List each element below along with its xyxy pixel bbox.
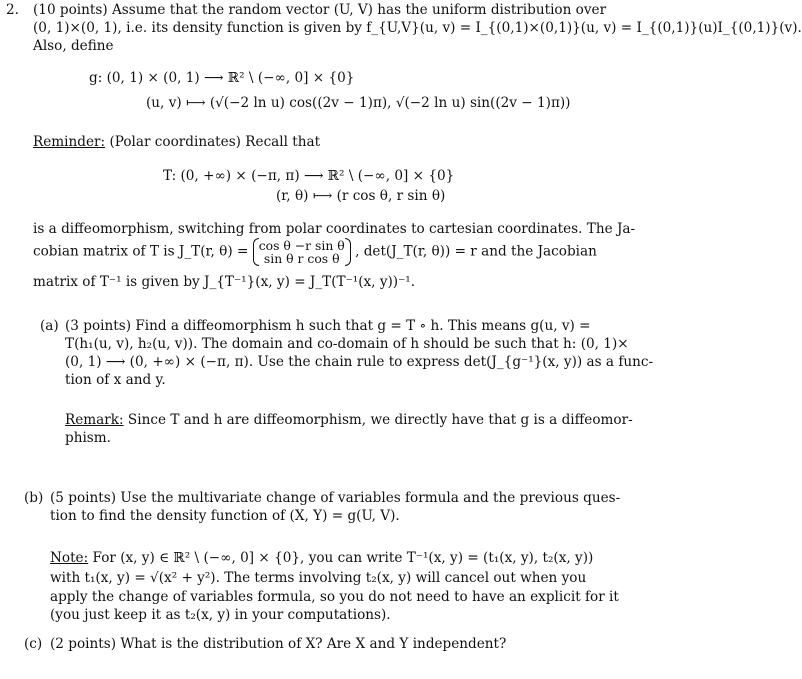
note-line2: with t₁(x, y) = √(x² + y²). The terms involving t₂(x, y) will cancel out when you [50,570,587,586]
part-c-label: (c) [24,636,43,652]
reminder-body-line2 [33,239,597,265]
part-b-line1: (5 points) Use the multivariate change of variables formula and the previous ques- [50,490,621,506]
jacobian-matrix-row1: cos θ −r sin θ [258,238,345,253]
remark-line2: phism. [65,430,111,446]
note-label: Note: [50,550,89,566]
problem-number: 2. [6,2,19,18]
jacobian-matrix [253,239,351,265]
reminder-text: (Polar coordinates) Recall that [109,134,321,150]
g-definition-line2: (u, v) ⟼ (√(−2 ln u) cos((2v − 1)π), √(−2 ln u) sin((2v − 1)π)) [146,95,571,111]
part-b-label: (b) [24,490,44,506]
g-definition-line1: g: (0, 1) × (0, 1) ⟶ ℝ² \ (−∞, 0] × {0} [89,70,355,86]
reminder-body-line1: is a diffeomorphism, switching from polar coordinates to cartesian coordinates. The Ja- [33,221,636,237]
remark-text: Since T and h are diffeomorphism, we directly have that g is a diffeomor- [127,412,633,428]
part-b-line2: tion to find the density function of (X, Y) = g(U, V). [50,508,400,524]
jacobian-intro: cobian matrix of T is J_T(r, θ) = [33,243,249,260]
note-text: For (x, y) ∈ ℝ² \ (−∞, 0] × {0}, you can write T⁻¹(x, y) = (t₁(x, y), t₂(x, y)) [92,550,594,566]
problem-intro-line1: (10 points) Assume that the random vector (U, V) has the uniform distribution over [33,2,607,18]
note-line4: (you just keep it as t₂(x, y) in your computations). [50,607,391,623]
jacobian-determinant: , det(J_T(r, θ)) = r and the Jacobian [355,243,597,260]
problem-intro-line3: Also, define [33,38,114,54]
remark-line1 [65,412,633,428]
note-line1 [50,550,593,566]
reminder-label: Reminder: [33,134,106,150]
reminder-body-line3: matrix of T⁻¹ is given by J_{T⁻¹}(x, y) = J_T(T⁻¹(x, y))⁻¹. [33,274,416,290]
part-a-label: (a) [40,318,59,334]
part-a-line3: (0, 1) ⟶ (0, +∞) × (−π, π). Use the chain rule to express det(J_{g⁻¹}(x, y)) as a func- [65,354,654,370]
T-definition-line2: (r, θ) ⟼ (r cos θ, r sin θ) [276,188,446,204]
part-c-text: (2 points) What is the distribution of X? Are X and Y independent? [50,636,507,652]
part-a-line4: tion of x and y. [65,372,166,388]
T-definition-line1: T: (0, +∞) × (−π, π) ⟶ ℝ² \ (−∞, 0] × {0} [163,168,455,184]
note-line3: apply the change of variables formula, so you do not need to have an explicit for it [50,589,619,605]
reminder-heading [33,134,320,150]
remark-label: Remark: [65,412,124,428]
part-a-line2: T(h₁(u, v), h₂(u, v)). The domain and co-domain of h should be such that h: (0, 1)× [65,336,629,352]
jacobian-matrix-row2: sin θ r cos θ [263,251,340,267]
part-a-line1: (3 points) Find a diffeomorphism h such that g = T ∘ h. This means g(u, v) = [65,318,591,334]
problem-intro-line2: (0, 1)×(0, 1), i.e. its density function is given by f_{U,V}(u, v) = I_{(0,1)×(0,1)}(u, v) = I_{(0,1)}(u)I_{(0,1)}(v). [33,20,802,36]
